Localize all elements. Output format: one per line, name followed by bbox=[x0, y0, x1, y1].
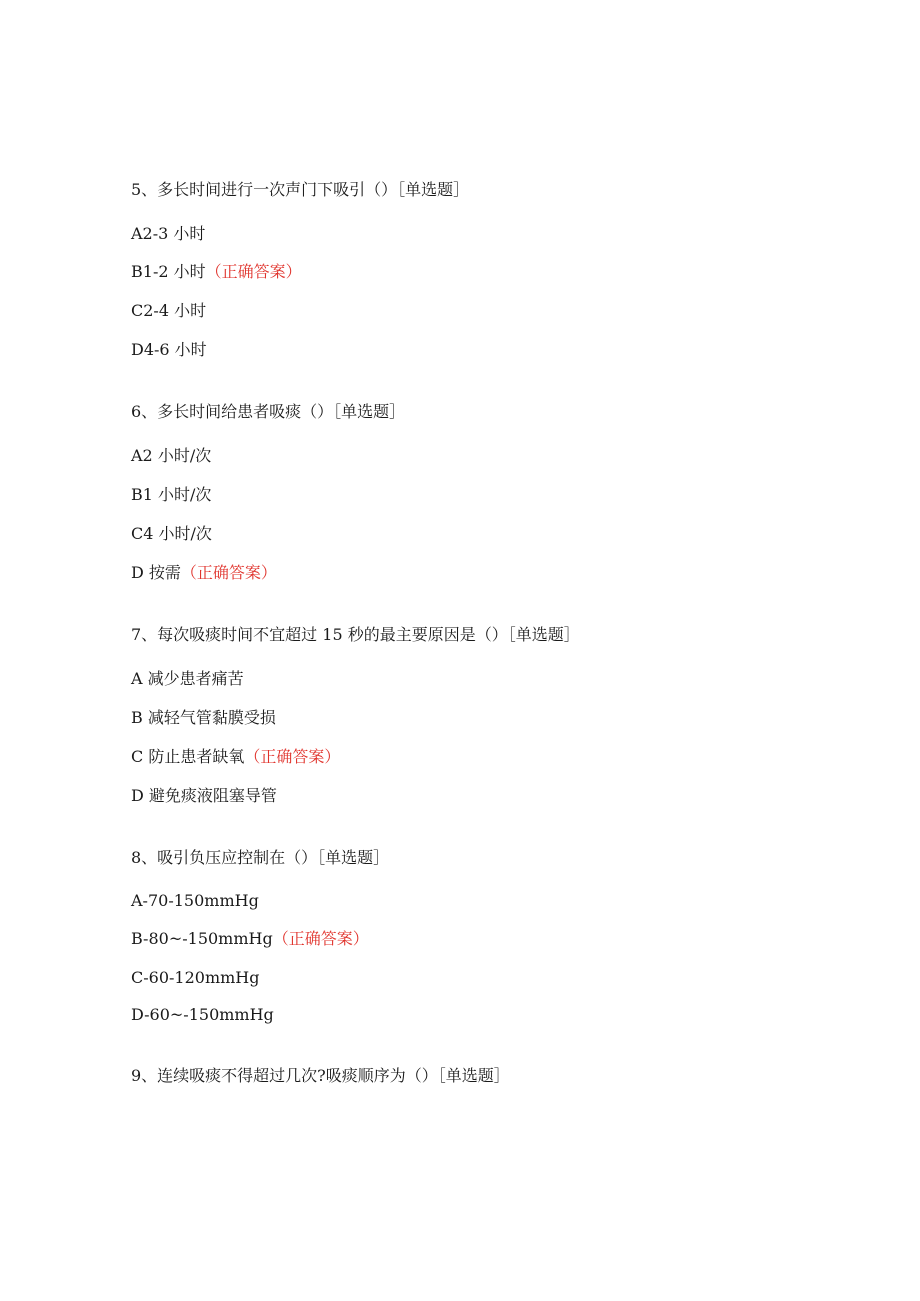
question-6-title: 6、多长时间给患者吸痰（）［单选题］ bbox=[131, 402, 406, 421]
question-7-option-c: C 防止患者缺氧（正确答案） bbox=[131, 747, 341, 766]
question-6-option-d: D 按需（正确答案） bbox=[131, 563, 277, 582]
question-7-option-d: D 避免痰液阻塞导管 bbox=[131, 786, 277, 805]
correct-answer-badge: （正确答案） bbox=[244, 747, 341, 766]
question-5-option-b: B1-2 小时（正确答案） bbox=[131, 262, 302, 281]
question-5-option-c: C2-4 小时 bbox=[131, 301, 207, 320]
question-8-option-d: D-60~-150mmHg bbox=[131, 1005, 274, 1024]
question-8-option-b: B-80~-150mmHg（正确答案） bbox=[131, 929, 369, 948]
question-5-option-a: A2-3 小时 bbox=[131, 224, 206, 243]
document-page bbox=[131, 0, 871, 1301]
question-7-option-a: A 减少患者痛苦 bbox=[131, 669, 244, 688]
question-6-option-c: C4 小时/次 bbox=[131, 524, 212, 543]
correct-answer-badge: （正确答案） bbox=[180, 563, 277, 582]
question-5-option-d: D4-6 小时 bbox=[131, 340, 207, 359]
correct-answer-badge: （正确答案） bbox=[272, 929, 369, 948]
question-6-option-a: A2 小时/次 bbox=[131, 446, 212, 465]
question-8-title: 8、吸引负压应控制在（）［单选题］ bbox=[131, 848, 390, 867]
question-5-title: 5、多长时间进行一次声门下吸引（）［单选题］ bbox=[131, 180, 470, 199]
question-7-title: 7、每次吸痰时间不宜超过 15 秒的最主要原因是（）［单选题］ bbox=[131, 625, 580, 644]
question-9-title: 9、连续吸痰不得超过几次?吸痰顺序为（）［单选题］ bbox=[131, 1066, 510, 1085]
question-8-option-c: C-60-120mmHg bbox=[131, 968, 260, 987]
question-8-option-a: A-70-150mmHg bbox=[131, 891, 259, 910]
correct-answer-badge: （正确答案） bbox=[205, 262, 302, 281]
question-6-option-b: B1 小时/次 bbox=[131, 485, 212, 504]
question-7-option-b: B 减轻气管黏膜受损 bbox=[131, 708, 276, 727]
